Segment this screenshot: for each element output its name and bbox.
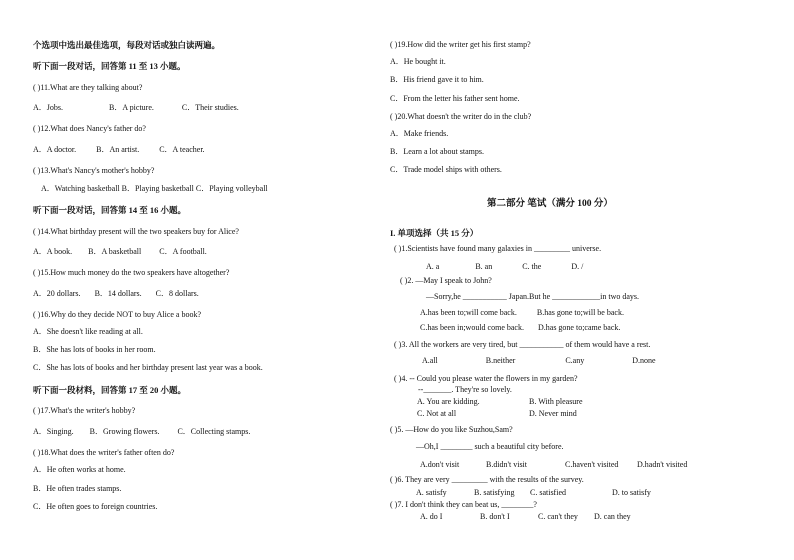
option-a: A．Jobs. bbox=[33, 103, 64, 112]
option-d: D. Never mind bbox=[529, 409, 577, 418]
option-a: A．20 dollars. bbox=[33, 289, 81, 298]
option-b: B．A picture. bbox=[109, 103, 154, 112]
option-c: C．8 dollars. bbox=[155, 289, 199, 298]
section-intro: 个选项中选出最佳选项，每段对话或独白读两遍。 bbox=[33, 40, 221, 50]
item-6: ( )6. They are very _________ with the results of the survey. bbox=[390, 475, 584, 484]
question-20-option-a: A．Make friends. bbox=[390, 129, 449, 138]
question-16-option-a: A．She doesn't like reading at all. bbox=[33, 327, 143, 336]
item-4-dialogue: --_______. They're so lovely. bbox=[418, 385, 512, 394]
option-a: A. a bbox=[426, 262, 440, 271]
option-a: A．Singing. bbox=[33, 427, 74, 436]
option-c: C.haven't visited bbox=[565, 460, 619, 469]
option-d: D.none bbox=[632, 356, 656, 365]
option-c: C. satisfied bbox=[530, 488, 566, 497]
question-14-options bbox=[33, 247, 207, 257]
group-heading: 听下面一段对话，回答第 14 至 16 小题。 bbox=[33, 205, 187, 215]
item-7-options bbox=[420, 512, 631, 522]
option-d: D.hadn't visited bbox=[637, 460, 688, 469]
question-18-option-c: C．He often goes to foreign countries. bbox=[33, 502, 158, 511]
option-b: B. satisfying bbox=[474, 488, 515, 497]
option-a: A．A book. bbox=[33, 247, 73, 256]
option-b: B．An artist. bbox=[96, 145, 140, 154]
question-15: ( )15.How much money do the two speakers have altogether? bbox=[33, 268, 230, 277]
question-11-options bbox=[33, 103, 239, 113]
question-20: ( )20.What doesn't the writer do in the club? bbox=[390, 112, 532, 121]
question-14: ( )14.What birthday present will the two speakers buy for Alice? bbox=[33, 227, 239, 236]
item-1-options bbox=[426, 262, 583, 272]
option-c: C. the bbox=[522, 262, 542, 271]
option-d: D.has gone to;came back. bbox=[537, 323, 621, 332]
option-b: B.didn't visit bbox=[486, 460, 528, 469]
item-7: ( )7. I don't think they can beat us, ________? bbox=[390, 500, 537, 509]
item-4-options-ab bbox=[417, 397, 583, 407]
question-16: ( )16.Why do they decide NOT to buy Alice a book? bbox=[33, 310, 202, 319]
question-16-option-b: B．She has lots of books in her room. bbox=[33, 345, 156, 354]
question-18: ( )18.What does the writer's father often do? bbox=[33, 448, 175, 457]
item-4: ( )4. -- Could you please water the flowers in my garden? bbox=[394, 374, 578, 383]
option-c: C. Not at all bbox=[417, 409, 457, 418]
option-a: A．A doctor. bbox=[33, 145, 77, 154]
question-20-option-b: B．Learn a lot about stamps. bbox=[390, 147, 484, 156]
item-2-dialogue: —Sorry,he ___________ Japan.But he ____________in two days. bbox=[426, 292, 640, 301]
item-2-options-cd bbox=[420, 323, 620, 333]
option-c: C．A teacher. bbox=[159, 145, 205, 154]
option-a: A. do I bbox=[420, 512, 443, 521]
question-19-option-c: C．From the letter his father sent home. bbox=[390, 94, 520, 103]
question-13-options: A．Watching basketball B．Playing basketball C．Playing volleyball bbox=[41, 184, 268, 193]
question-17-options bbox=[33, 427, 250, 437]
question-18-option-b: B．He often trades stamps. bbox=[33, 484, 122, 493]
item-3: ( )3. All the workers are very tired, but ___________ of them would have a rest. bbox=[394, 340, 651, 349]
item-6-options bbox=[416, 488, 651, 498]
question-17: ( )17.What's the writer's hobby? bbox=[33, 406, 136, 415]
item-2: ( )2. —May I speak to John? bbox=[400, 276, 492, 285]
question-18-option-a: A．He often works at home. bbox=[33, 465, 126, 474]
question-16-option-c: C．She has lots of books and her birthday present last year was a book. bbox=[33, 363, 263, 372]
item-2-options-ab bbox=[420, 308, 624, 318]
option-c: C．A football. bbox=[159, 247, 207, 256]
option-b: B. don't I bbox=[480, 512, 510, 521]
option-a: A. You are kidding. bbox=[417, 397, 480, 406]
option-b: B．Growing flowers. bbox=[89, 427, 160, 436]
question-19-option-b: B．His friend gave it to him. bbox=[390, 75, 484, 84]
option-b: B．14 dollars. bbox=[94, 289, 142, 298]
option-c: C.any bbox=[565, 356, 585, 365]
option-a: A.has been to;will come back. bbox=[420, 308, 517, 317]
option-d: D. to satisfy bbox=[612, 488, 651, 497]
question-19: ( )19.How did the writer get his first stamp? bbox=[390, 40, 531, 49]
item-5-dialogue: —Oh,I ________ such a beautiful city before. bbox=[416, 442, 564, 451]
option-b: B.neither bbox=[485, 356, 516, 365]
item-1: ( )1.Scientists have found many galaxies in _________ universe. bbox=[394, 244, 602, 253]
option-a: A. satisfy bbox=[416, 488, 447, 497]
item-4-options-cd bbox=[417, 409, 577, 419]
option-a: A.all bbox=[422, 356, 438, 365]
question-12-options bbox=[33, 145, 205, 155]
question-13: ( )13.What's Nancy's mother's hobby? bbox=[33, 166, 155, 175]
item-5: ( )5. —How do you like Suzhou,Sam? bbox=[390, 425, 513, 434]
option-b: B.has gone to;will be back. bbox=[536, 308, 624, 317]
option-d: D. can they bbox=[594, 512, 631, 521]
item-3-options bbox=[422, 356, 656, 366]
option-c: C.has been in;would come back. bbox=[420, 323, 524, 332]
question-20-option-c: C．Trade model ships with others. bbox=[390, 165, 502, 174]
group-heading: 听下面一段材料，回答第 17 至 20 小题。 bbox=[33, 385, 187, 395]
section-heading: I. 单项选择（共 15 分） bbox=[390, 228, 479, 238]
option-b: B. an bbox=[475, 262, 493, 271]
part-two-title: 第二部分 笔试（满分 100 分） bbox=[487, 199, 613, 209]
option-b: B．A basketball bbox=[88, 247, 142, 256]
option-c: C．Their studies. bbox=[181, 103, 239, 112]
question-11: ( )11.What are they talking about? bbox=[33, 83, 143, 92]
option-b: B. With pleasure bbox=[529, 397, 583, 406]
question-15-options bbox=[33, 289, 199, 299]
option-c: C．Collecting stamps. bbox=[177, 427, 251, 436]
question-12: ( )12.What does Nancy's father do? bbox=[33, 124, 146, 133]
group-heading: 听下面一段对话，回答第 11 至 13 小题。 bbox=[33, 61, 186, 71]
option-a: A.don't visit bbox=[420, 460, 460, 469]
option-d: D. / bbox=[571, 262, 584, 271]
item-5-options bbox=[420, 460, 687, 470]
option-c: C. can't they bbox=[538, 512, 578, 521]
question-19-option-a: A．He bought it. bbox=[390, 57, 446, 66]
